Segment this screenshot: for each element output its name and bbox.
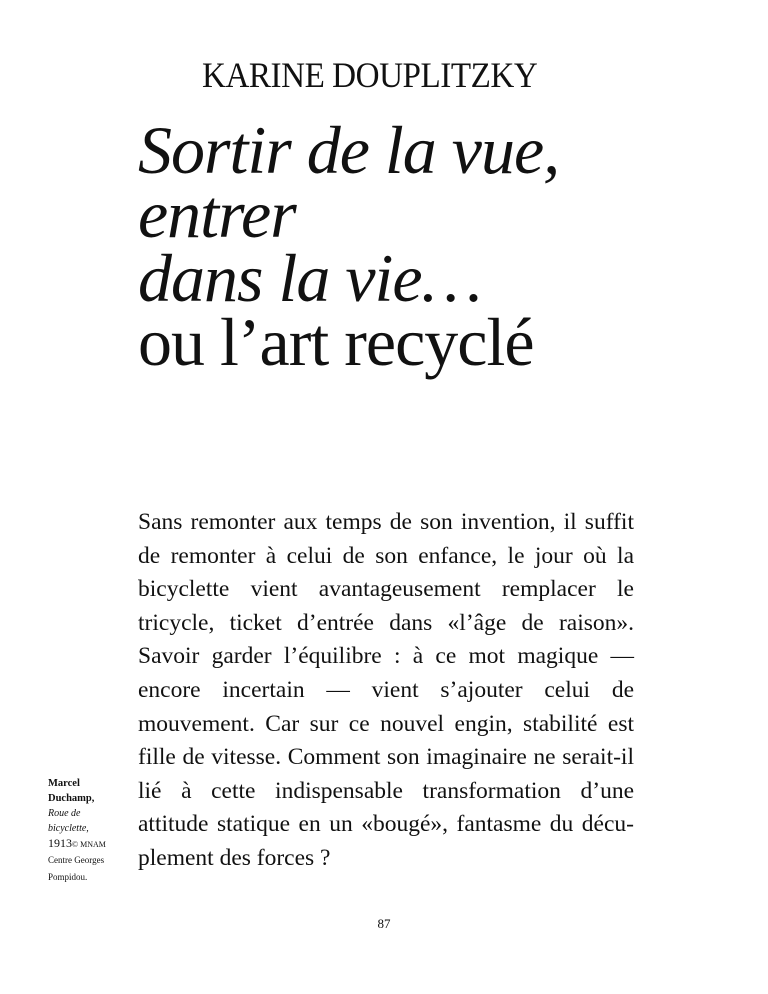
- caption-credit: © MNAM: [72, 840, 106, 849]
- caption-work-title-1: Roue de: [48, 808, 81, 819]
- caption-year: 1913: [48, 836, 72, 850]
- author-name: KARINE DOUPLITZKY: [202, 55, 538, 95]
- title-line-3: dans la vie…: [138, 240, 482, 316]
- caption-year-line: [48, 836, 112, 852]
- article-body: Sans remonter aux temps de son invention, il suffit de remonter à celui de son enfance, le jour où la bicyclette vient avantageusement remplacer le tricycle, ticket d’entrée dans «l’âge de raison». Savoir garder l’équilibre : à ce mot magique — encore incertain — vient s’ajouter celui de mouvement. Car sur ce nouvel engin, stabilité est fille de vitesse. Comment son imaginaire ne serait-il lié à cette indispensable transformation d’une attitude statique en un «bougé», fantasme du décuplement des forces ?: [138, 509, 634, 871]
- image-caption: [48, 776, 112, 886]
- article-title: [138, 112, 560, 380]
- caption-work-title-2: bicyclette,: [48, 823, 89, 834]
- caption-artist-last: Duchamp,: [48, 793, 95, 804]
- title-line-1: Sortir de la vue,: [138, 112, 560, 188]
- title-line-4: ou l’art recyclé: [138, 304, 534, 380]
- caption-location-2: Pompidou.: [48, 872, 88, 882]
- page-number: 87: [377, 916, 391, 931]
- caption-artist-first: Marcel: [48, 778, 80, 789]
- title-line-2: entrer: [138, 176, 296, 252]
- caption-location-1: Centre Georges: [48, 855, 105, 865]
